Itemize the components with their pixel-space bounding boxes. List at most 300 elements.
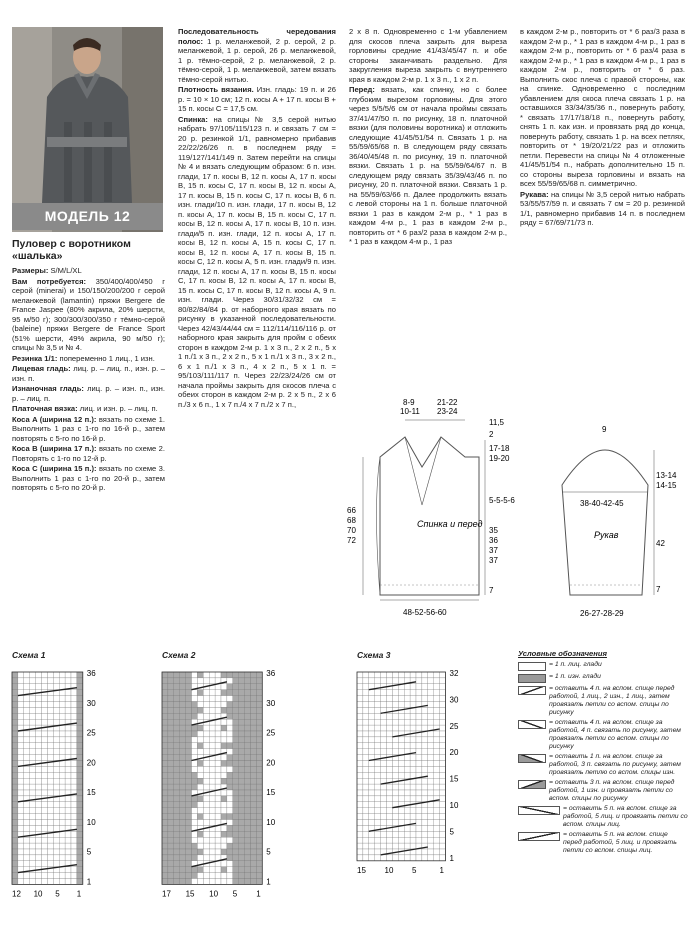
- chart-cell: [440, 778, 446, 784]
- chart-cell: [440, 749, 446, 755]
- chart-cell: [404, 737, 410, 743]
- chart-cell: [53, 672, 59, 678]
- chart-cell: [251, 755, 257, 761]
- chart-cell: [398, 796, 404, 802]
- column-3: [349, 27, 507, 248]
- chart-cell: [404, 843, 410, 849]
- chart-cell: [375, 678, 381, 684]
- chart-cell: [77, 684, 83, 690]
- chart-cell: [77, 778, 83, 784]
- chart-cell: [77, 702, 83, 708]
- chart-cell: [392, 820, 398, 826]
- chart-cell: [369, 725, 375, 731]
- chart-cell: [233, 867, 239, 873]
- chart-cell: [12, 802, 18, 808]
- chart-cell: [251, 690, 257, 696]
- chart-cell: [410, 761, 416, 767]
- chart-cell: [42, 784, 48, 790]
- chart-cell: [30, 702, 36, 708]
- chart-cell: [422, 672, 428, 678]
- chart-cell: [77, 808, 83, 814]
- chart-cell: [77, 879, 83, 885]
- chart-cell: [59, 820, 65, 826]
- chart-cell: [192, 766, 198, 772]
- chart-cell: [192, 855, 198, 861]
- chart-col-label: 10: [33, 889, 43, 899]
- chart-cell: [59, 814, 65, 820]
- chart-cell: [47, 825, 53, 831]
- chart-cell: [24, 837, 30, 843]
- chart-cell: [180, 820, 186, 826]
- chart-cell: [369, 696, 375, 702]
- chart-cell: [209, 672, 215, 678]
- chart-cell: [404, 672, 410, 678]
- chart-cell: [363, 814, 369, 820]
- chart-cell: [369, 808, 375, 814]
- chart-cell: [197, 879, 203, 885]
- chart-cell: [256, 861, 262, 867]
- chart-cell: [381, 713, 387, 719]
- chart-cell: [440, 796, 446, 802]
- chart-cell: [186, 784, 192, 790]
- chart-col-label: 15: [185, 889, 195, 899]
- chart-cell: [77, 696, 83, 702]
- chart-cell: [71, 761, 77, 767]
- chart-cell: [162, 766, 168, 772]
- chart-cell: [197, 761, 203, 767]
- chart-cell: [410, 672, 416, 678]
- chart-cell: [375, 796, 381, 802]
- chart-cell: [197, 743, 203, 749]
- chart-cell: [256, 737, 262, 743]
- chart-cell: [375, 743, 381, 749]
- chart-cell: [209, 772, 215, 778]
- chart-cell: [30, 861, 36, 867]
- chart-cell: [398, 725, 404, 731]
- chart-cell: [36, 790, 42, 796]
- chart-cell: [239, 743, 245, 749]
- chart-cell: [53, 808, 59, 814]
- chart-cell: [168, 684, 174, 690]
- chart-cell: [71, 802, 77, 808]
- chart-cell: [357, 802, 363, 808]
- chart-row-label: 15: [449, 774, 459, 784]
- chart-cell: [256, 873, 262, 879]
- chart-cell: [203, 837, 209, 843]
- chart-cell: [245, 690, 251, 696]
- chart-cell: [215, 831, 221, 837]
- chart-cell: [174, 672, 180, 678]
- chart-cell: [256, 867, 262, 873]
- chart-cell: [398, 831, 404, 837]
- chart-cell: [174, 772, 180, 778]
- chart-cell: [71, 831, 77, 837]
- chart-cell: [59, 766, 65, 772]
- chart-cell: [186, 690, 192, 696]
- chart-cell: [369, 837, 375, 843]
- collar-text: в каждом 2-м р., повторить от * 6 раз/3 раза в каждом 2-м р., * 1 раз в каждом 4-м р., 1 раз в каждом 2-м р., повторить от * 6 раз/4 раза в каждом 2-м р., * 1 раз в каждом 4-м р., 1 раз в каждом 2-м р., повторить от * 6 раз. Выполнить скос плеча с правой стороны, как на спинке. Одновременно с последним убавлением для скоса плеча связать 1 р. на оставшихся 33/34/35/36 п., повернуть работу, * связать 17/17/18/18 п., повернуть работу, снять 1 п. как изн. и провязать ряд до конца, повернуть работу, связать 1 р. на всех петлях, повторить от * 19/20/21/22 раз и отложить петли. Перевести на спицы № 4 отложенные 41/45/51/54 п., набрать дополнительно 15 п. со стороны выреза горловины и вязать на всех 55/59/65/68 п. симметрично.: [520, 27, 685, 188]
- chart-cell: [428, 672, 434, 678]
- chart-cell: [215, 808, 221, 814]
- chart-cell: [18, 778, 24, 784]
- chart-cell: [251, 749, 257, 755]
- chart-cell: [12, 831, 18, 837]
- chart-cell: [47, 772, 53, 778]
- chart-cell: [197, 725, 203, 731]
- chart-cell: [387, 808, 393, 814]
- chart-cell: [180, 731, 186, 737]
- chart-cell: [363, 796, 369, 802]
- chart-cell: [357, 784, 363, 790]
- chart-cell: [30, 778, 36, 784]
- chart-cell: [221, 761, 227, 767]
- legend-item: [518, 719, 688, 751]
- chart-cell: [203, 731, 209, 737]
- chart-cell: [24, 766, 30, 772]
- chart-cell: [24, 743, 30, 749]
- chart-cell: [251, 802, 257, 808]
- chart-cell: [36, 784, 42, 790]
- chart-cell: [174, 837, 180, 843]
- chart-cell: [215, 737, 221, 743]
- chart-cell: [65, 713, 71, 719]
- chart-cell: [227, 696, 233, 702]
- chart-cell: [245, 802, 251, 808]
- chart-cell: [357, 672, 363, 678]
- chart-cell: [227, 713, 233, 719]
- chart-cell: [245, 766, 251, 772]
- chart-cell: [256, 820, 262, 826]
- chart-cell: [434, 749, 440, 755]
- chart-cell: [245, 678, 251, 684]
- chart-cell: [369, 719, 375, 725]
- chart-cell: [416, 707, 422, 713]
- chart-cell: [357, 820, 363, 826]
- chart-cell: [180, 690, 186, 696]
- chart-cell: [227, 749, 233, 755]
- chart-cell: [12, 825, 18, 831]
- sleeve-dim-13: 13-14: [656, 471, 677, 480]
- chart-cell: [227, 725, 233, 731]
- chart-cell: [30, 749, 36, 755]
- chart-cell: [387, 766, 393, 772]
- dim-37b: 37: [489, 556, 498, 565]
- chart-cell: [77, 849, 83, 855]
- chart-cell: [440, 737, 446, 743]
- chart-cell: [71, 855, 77, 861]
- chart-cell: [221, 702, 227, 708]
- chart-cell: [392, 743, 398, 749]
- chart-cell: [192, 814, 198, 820]
- sleeve-text: на спицы № 3,5 серой нитью набрать 53/55/57/59 п. и связать 7 см = 20 р. резинкой 1/1, равномерно прибавив 14 п. в последнем ряду = 67/69/71/73 п.: [520, 189, 685, 227]
- chart-cell: [410, 702, 416, 708]
- seq-label: Последовательность чередования полос:: [178, 27, 336, 46]
- chart-cell: [381, 802, 387, 808]
- chart-cell: [239, 684, 245, 690]
- chart-cell: [410, 725, 416, 731]
- chart-cell: [47, 790, 53, 796]
- chart-cell: [251, 761, 257, 767]
- chart-cell: [428, 713, 434, 719]
- chart-cell: [42, 731, 48, 737]
- chart-cell: [192, 849, 198, 855]
- legend-text: = оставить 1 п. на вспом. спице за работой, 3 п. связать по рисунку, затем провязать петлю со вспом. спицы изн.: [549, 753, 681, 776]
- chart-cell: [375, 707, 381, 713]
- chart-cell: [168, 761, 174, 767]
- chart-cell: [404, 713, 410, 719]
- chart-cell: [221, 867, 227, 873]
- chart-cell: [357, 855, 363, 861]
- chart-cell: [428, 820, 434, 826]
- chart-cell: [256, 725, 262, 731]
- chart-cell: [180, 825, 186, 831]
- chart-cell: [428, 743, 434, 749]
- chart-cell: [59, 849, 65, 855]
- chart-cell: [53, 873, 59, 879]
- chart-cell: [428, 690, 434, 696]
- chart-cell: [416, 743, 422, 749]
- chart-cell: [168, 707, 174, 713]
- chart-cell: [162, 849, 168, 855]
- chart-cell: [434, 690, 440, 696]
- chart-cell: [186, 737, 192, 743]
- chart-cell: [227, 772, 233, 778]
- chart-cell: [71, 772, 77, 778]
- chart-cell: [410, 790, 416, 796]
- chart-cell: [422, 766, 428, 772]
- chart-cell: [227, 784, 233, 790]
- chart-cell: [221, 672, 227, 678]
- chart-cell: [381, 843, 387, 849]
- chart-cell: [53, 749, 59, 755]
- chart-cell: [209, 867, 215, 873]
- chart-cell: [416, 825, 422, 831]
- chart-cell: [215, 814, 221, 820]
- chart-cell: [428, 772, 434, 778]
- chart-cell: [168, 820, 174, 826]
- chart-cell: [398, 702, 404, 708]
- chart-cell: [186, 855, 192, 861]
- chart-cell: [168, 796, 174, 802]
- chart-cell: [245, 873, 251, 879]
- chart-cell: [186, 766, 192, 772]
- chart-cell: [203, 766, 209, 772]
- chart-cell: [47, 861, 53, 867]
- chart-cell: [162, 761, 168, 767]
- chart-cell: [42, 861, 48, 867]
- chart-cell: [12, 837, 18, 843]
- legend-text: = оставить 4 п. на вспом. спице перед работой, 1 лиц., 2 изн., 1 лиц., затем провязать петли со вспом. спицы по рисунку: [549, 685, 675, 716]
- chart-cell: [36, 820, 42, 826]
- chart-row-label: 20: [449, 748, 459, 758]
- chart-cell: [209, 702, 215, 708]
- sleeve-schematic: [550, 420, 690, 620]
- chart-cell: [192, 837, 198, 843]
- chart-cell: [162, 778, 168, 784]
- chart-cell: [392, 766, 398, 772]
- chart-cell: [375, 672, 381, 678]
- chart-cell: [71, 713, 77, 719]
- chart-cell: [36, 731, 42, 737]
- chart-cell: [251, 861, 257, 867]
- chart-cell: [42, 707, 48, 713]
- chart-cell: [180, 702, 186, 708]
- chart-cell: [440, 755, 446, 761]
- chart-cell: [77, 861, 83, 867]
- chart-col-label: 1: [439, 865, 444, 875]
- chart-cell: [215, 690, 221, 696]
- chart-cell: [221, 719, 227, 725]
- chart-cell: [251, 879, 257, 885]
- chart-cell: [245, 825, 251, 831]
- chart-cell: [186, 849, 192, 855]
- chart-cell: [428, 790, 434, 796]
- chart-cell: [404, 772, 410, 778]
- chart-cell: [375, 766, 381, 772]
- chart-cell: [357, 796, 363, 802]
- chart-cell: [162, 749, 168, 755]
- chart-cell: [18, 837, 24, 843]
- chart-cell: [215, 778, 221, 784]
- chart-cell: [398, 808, 404, 814]
- chart-cell: [24, 849, 30, 855]
- chart-cell: [77, 672, 83, 678]
- chart-cell: [422, 749, 428, 755]
- chart-1-title: Схема 1: [12, 650, 46, 660]
- chart-cell: [47, 808, 53, 814]
- chart-cell: [256, 796, 262, 802]
- chart-cell: [192, 778, 198, 784]
- chart-cell: [209, 743, 215, 749]
- chart-cell: [440, 837, 446, 843]
- chart-cell: [24, 755, 30, 761]
- legend-text: = 1 п. лиц. глади: [549, 661, 602, 668]
- chart-cell: [440, 672, 446, 678]
- chart-cell: [180, 790, 186, 796]
- chart-cell: [186, 678, 192, 684]
- chart-cell: [42, 820, 48, 826]
- chart-cell: [30, 672, 36, 678]
- chart-cell: [215, 731, 221, 737]
- chart-row-label: 10: [266, 817, 276, 827]
- chart-cell: [12, 796, 18, 802]
- chart-cell: [174, 690, 180, 696]
- chart-cell: [192, 784, 198, 790]
- chart-cell: [174, 737, 180, 743]
- chart-cell: [251, 678, 257, 684]
- chart-cell: [174, 790, 180, 796]
- chart-cell: [416, 796, 422, 802]
- chart-cell: [192, 690, 198, 696]
- chart-cell: [381, 855, 387, 861]
- chart-cell: [186, 837, 192, 843]
- chart-cell: [239, 837, 245, 843]
- chart-cell: [410, 737, 416, 743]
- chart-cell: [12, 761, 18, 767]
- chart-cell: [77, 796, 83, 802]
- chart-cell: [239, 678, 245, 684]
- chart-cell: [233, 725, 239, 731]
- chart-cell: [65, 725, 71, 731]
- chart-cell: [233, 814, 239, 820]
- chart-cell: [47, 707, 53, 713]
- chart-cell: [186, 749, 192, 755]
- chart-cell: [357, 707, 363, 713]
- chart-cell: [404, 719, 410, 725]
- chart-cell: [186, 743, 192, 749]
- chart-cell: [30, 737, 36, 743]
- stst-text: лиц. р. – лиц. п., изн. р. – изн. п.: [12, 364, 165, 383]
- chart-cell: [168, 678, 174, 684]
- chart-cell: [221, 725, 227, 731]
- chart-cell: [245, 837, 251, 843]
- chart-cell: [162, 820, 168, 826]
- chart-cell: [30, 820, 36, 826]
- chart-cell: [65, 855, 71, 861]
- chart-cell: [197, 820, 203, 826]
- chart-cell: [440, 719, 446, 725]
- chart-cell: [71, 749, 77, 755]
- chart-cell: [18, 843, 24, 849]
- chart-cell: [168, 766, 174, 772]
- dim-66: 66: [347, 506, 356, 515]
- chart-cell: [434, 837, 440, 843]
- chart-cell: [245, 820, 251, 826]
- chart-cell: [428, 802, 434, 808]
- model-label: МОДЕЛЬ 12: [12, 203, 163, 230]
- chart-cell: [186, 684, 192, 690]
- chart-cell: [410, 831, 416, 837]
- chart-cell: [422, 707, 428, 713]
- chart-cell: [180, 837, 186, 843]
- chart-cell: [174, 702, 180, 708]
- chart-cell: [65, 820, 71, 826]
- chart-cell: [12, 731, 18, 737]
- chart-cell: [65, 879, 71, 885]
- chart-cell: [42, 743, 48, 749]
- chart-cell: [18, 861, 24, 867]
- chart-cell: [168, 879, 174, 885]
- back-text: на спицы № 3,5 серой нитью набрать 97/105/115/123 п. и связать 7 см = 20 р. резинкой 1/1, равномерно прибавив 22/22/26/26 п. в последнем ряду = 119/127/141/149 п. Затем перейти на спицы № 4 и вязать следующим образом: 6 п. изн. глади, 17 п. косы B, 12 п. косы A, 17 п. косы B, 15 п. косы C, 17 п. косы B, 12 п. косы A, 17 п. косы B, 15 п. косы C, 17 п. косы B, 6 п. изн. глади/10 п. изн. глади, 17 п. косы B, 12 п. косы A, 17 п. косы B, 15 п. косы C, 17 п. косы B, 12 п. косы A, 17 п. косы B, 10 п. изн. глади/5 п. изн. глади, 12 п. косы A, 17 п. косы B, 12 п. косы A, 15 п. косы C, 17 п. косы B, 12 п. косы A, 17 п. косы B, 15 п. косы C, 12 п. косы A, 5 п. изн. глади/9 п. изн. глади, 12 п. косы A, 17 п. косы B, 15 п. косы C, 17 п. косы B, 12 п. косы A, 17 п. косы B, 15 п. косы C, 17 п. косы B, 12 п. косы A, 9 п. изн. глади. Через 30/31/32/32 см = 80/82/84/84 р. от наборного края вязать по рисунку в указанной последовательности. Через 42/43/44/44 см = 112/114/116/116 р. от наборного края закрыть для пройм с обеих сторон в каждом 2-м р. 1 х 3 п., 2 х 2 п., 5 х 1 п./1 х 3 п., 2 х 2 п., 5 х 1 п./1 х 3 п., 3 х 2 п., 6 х 1 п./1 х 3 п., 4 х 2 п., 5 х 1 п. = 95/103/111/117 п. Через 22/23/24/26 см от начала проймы закрыть для скосов плеча с обеих сторон в каждом 2-м р. 2 х 5 п., 2 х 6 п./3 х 6 п., 1 х 7 п./4 х 7 п./2 х 7 п.,: [178, 114, 336, 409]
- chart-cell: [369, 743, 375, 749]
- chart-cell: [192, 713, 198, 719]
- chart-cell: [42, 808, 48, 814]
- chart-cell: [180, 831, 186, 837]
- chart-cell: [209, 696, 215, 702]
- chart-cell: [357, 772, 363, 778]
- chart-cell: [434, 702, 440, 708]
- chart-cell: [440, 814, 446, 820]
- chart-cell: [209, 849, 215, 855]
- chart-col-label: 12: [12, 889, 21, 899]
- chart-row-label: 25: [266, 728, 276, 738]
- chart-cell: [363, 690, 369, 696]
- chart-cell: [186, 719, 192, 725]
- chart-cell: [192, 737, 198, 743]
- chart-row-label: 32: [449, 669, 459, 678]
- chart-cell: [180, 755, 186, 761]
- chart-cell: [36, 737, 42, 743]
- chart-cell: [251, 820, 257, 826]
- chart-cell: [192, 772, 198, 778]
- chart-cell: [59, 707, 65, 713]
- chart-cell: [71, 672, 77, 678]
- chart-cell: [375, 719, 381, 725]
- chart-cell: [162, 755, 168, 761]
- chart-cell: [65, 696, 71, 702]
- chart-cell: [227, 843, 233, 849]
- chart-cell: [209, 802, 215, 808]
